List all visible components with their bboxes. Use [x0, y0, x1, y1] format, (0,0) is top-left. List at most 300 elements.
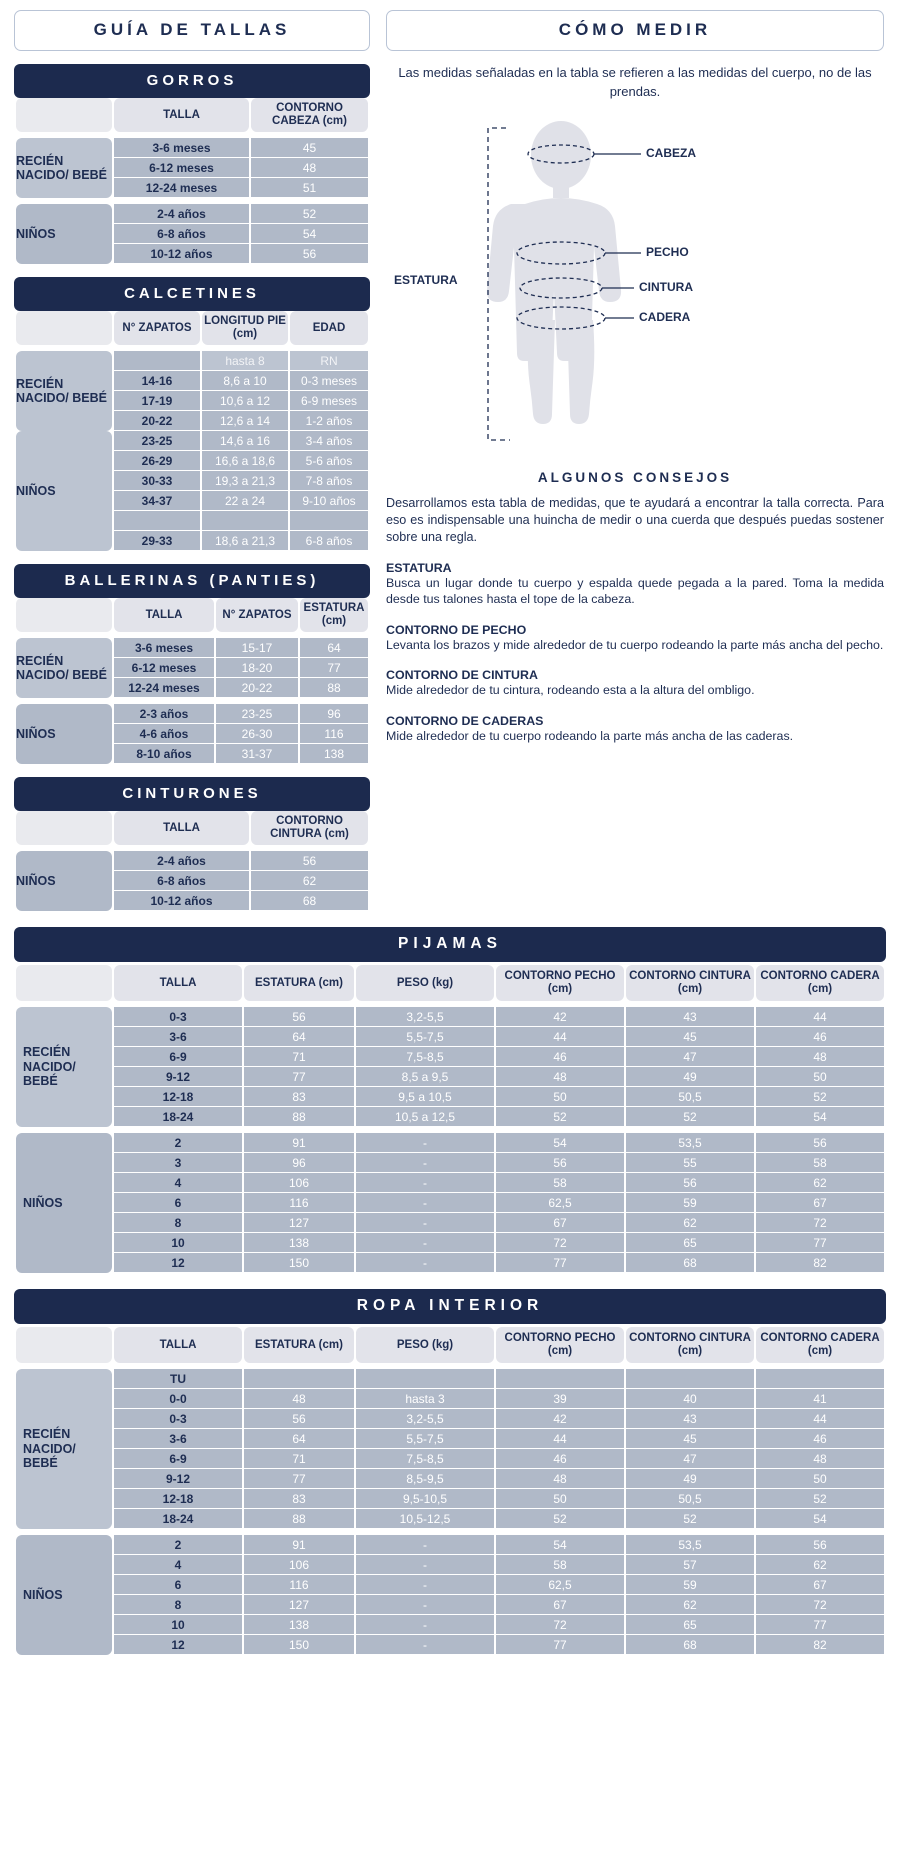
- tip-contorno-caderas: [386, 714, 884, 745]
- cell-talla: 6: [114, 1575, 242, 1595]
- tip-heading: CONTORNO DE PECHO: [386, 622, 527, 637]
- cell-pecho: 50: [496, 1489, 624, 1509]
- table-calcetines-title: CALCETINES: [14, 277, 370, 311]
- cell-talla: 0-0: [114, 1389, 242, 1409]
- header-cell-contorno-cabeza: CONTORNO CABEZA (cm): [251, 98, 368, 132]
- cell-pecho: [496, 1369, 624, 1389]
- cell-talla: 12-18: [114, 1489, 242, 1509]
- cell-peso: -: [356, 1253, 494, 1273]
- cell-estatura: 56: [244, 1007, 354, 1027]
- cell-edad: 6-8 años: [290, 531, 368, 551]
- table-header-row: [16, 965, 884, 1001]
- cell-zapatos: [114, 351, 200, 371]
- cell-talla: 3-6 meses: [114, 638, 214, 658]
- cell-talla: 8: [114, 1213, 242, 1233]
- cell-estatura: 96: [300, 704, 368, 724]
- header-cell-talla: TALLA: [114, 1327, 242, 1363]
- group-label-bebe: RECIÉN NACIDO/ BEBÉ: [16, 1007, 112, 1127]
- cell-peso: -: [356, 1193, 494, 1213]
- cell-estatura: 116: [300, 724, 368, 744]
- cell-cadera: 72: [756, 1595, 884, 1615]
- header-cell-estatura: ESTATURA (cm): [244, 1327, 354, 1363]
- cell-talla: 6-8 años: [114, 224, 249, 244]
- cell-peso: -: [356, 1133, 494, 1153]
- header-cell-contorno-cintura: CONTORNO CINTURA (cm): [626, 1327, 754, 1363]
- cell-cintura: 47: [626, 1449, 754, 1469]
- cell-peso: -: [356, 1213, 494, 1233]
- cell-pecho: 72: [496, 1233, 624, 1253]
- cell-cadera: 72: [756, 1213, 884, 1233]
- cell-peso: 10,5-12,5: [356, 1509, 494, 1529]
- table-row: [16, 1575, 884, 1595]
- cell-cadera: 62: [756, 1173, 884, 1193]
- cell-talla: 3-6 meses: [114, 138, 249, 158]
- cell-peso: 9,5-10,5: [356, 1489, 494, 1509]
- cell-cadera: 67: [756, 1193, 884, 1213]
- cell-pecho: 42: [496, 1007, 624, 1027]
- cell-cadera: 56: [756, 1535, 884, 1555]
- cell-cadera: [756, 1369, 884, 1389]
- group-label-ninos: NIÑOS: [16, 1535, 112, 1655]
- group-label-bebe: RECIÉN NACIDO/ BEBÉ: [16, 1369, 112, 1529]
- tip-heading: CONTORNO DE CINTURA: [386, 668, 538, 683]
- cell-talla: 3-6: [114, 1429, 242, 1449]
- cell-value: 62: [251, 871, 368, 891]
- table-row: [16, 1007, 884, 1027]
- cell-value: 68: [251, 891, 368, 911]
- cell-estatura: 88: [244, 1509, 354, 1529]
- cell-pecho: 54: [496, 1535, 624, 1555]
- cell-talla: 6: [114, 1193, 242, 1213]
- cell-estatura: 127: [244, 1595, 354, 1615]
- table-row: [16, 1107, 884, 1127]
- table-row: [16, 1389, 884, 1409]
- cell-cintura: 59: [626, 1193, 754, 1213]
- cell-cintura: 62: [626, 1213, 754, 1233]
- cell-cadera: 62: [756, 1555, 884, 1575]
- cell-talla: 10-12 años: [114, 244, 249, 264]
- table-row: [16, 351, 368, 371]
- cell-cintura: 55: [626, 1153, 754, 1173]
- cell-estatura: 64: [244, 1429, 354, 1449]
- table-pijamas-grid: [14, 965, 886, 1273]
- cell-talla: 10: [114, 1615, 242, 1635]
- tip-heading: CONTORNO DE CADERAS: [386, 713, 544, 728]
- header-cell-talla: TALLA: [114, 811, 249, 845]
- cell-peso: -: [356, 1173, 494, 1193]
- tip-contorno-cintura: [386, 668, 884, 699]
- cell-talla: 6-9: [114, 1449, 242, 1469]
- cell-cintura: 52: [626, 1107, 754, 1127]
- header-cell-talla: TALLA: [114, 965, 242, 1001]
- cell-cadera: 46: [756, 1429, 884, 1449]
- table-row: [16, 1535, 884, 1555]
- table-header-row: [16, 98, 368, 132]
- table-header-row: [16, 598, 368, 632]
- table-row: [16, 1615, 884, 1635]
- cell-longitud: hasta 8: [202, 351, 288, 371]
- cell-zapatos: 17-19: [114, 391, 200, 411]
- right-column: [386, 10, 884, 744]
- tip-contorno-pecho: [386, 623, 884, 654]
- cell-estatura: 116: [244, 1193, 354, 1213]
- cell-zapatos: 26-29: [114, 451, 200, 471]
- cell-cintura: 68: [626, 1253, 754, 1273]
- cell-pecho: 52: [496, 1107, 624, 1127]
- cell-pecho: 48: [496, 1067, 624, 1087]
- table-ballerinas-grid: [14, 598, 370, 764]
- table-pijamas-title: PIJAMAS: [14, 927, 886, 962]
- table-row: [16, 1489, 884, 1509]
- cell-cintura: 47: [626, 1047, 754, 1067]
- table-ropa-interior-grid: [14, 1327, 886, 1655]
- table-header-row: [16, 311, 368, 345]
- cell-cadera: 48: [756, 1047, 884, 1067]
- cell-talla: 12: [114, 1253, 242, 1273]
- cell-talla: 0-3: [114, 1007, 242, 1027]
- cell-edad: 9-10 años: [290, 491, 368, 511]
- cell-estatura: 71: [244, 1047, 354, 1067]
- cell-cintura: 62: [626, 1595, 754, 1615]
- cell-pecho: 54: [496, 1133, 624, 1153]
- table-row: [16, 1449, 884, 1469]
- advice-paragraph: Desarrollamos esta tabla de medidas, que te ayudará a encontrar la talla correcta. Para eso es indispensable una huincha de medir o una cuerda que después puedas sostener sobre una regla.: [386, 495, 884, 544]
- table-header-row: [16, 811, 368, 845]
- cell-value: 54: [251, 224, 368, 244]
- cell-cintura: 45: [626, 1429, 754, 1449]
- cell-estatura: [244, 1369, 354, 1389]
- cell-cadera: 56: [756, 1133, 884, 1153]
- cell-zapatos: 26-30: [216, 724, 298, 744]
- tip-body: Busca un lugar donde tu cuerpo y espalda quede pegada a la pared. Toma la medida desde tus talones hasta el tope de la cabeza.: [386, 575, 884, 607]
- header-cell-contorno-pecho: CONTORNO PECHO (cm): [496, 965, 624, 1001]
- cell-estatura: 138: [244, 1615, 354, 1635]
- cell-zapatos: [114, 511, 200, 531]
- cell-pecho: 58: [496, 1173, 624, 1193]
- table-row: [16, 138, 368, 158]
- table-row: [16, 1469, 884, 1489]
- cell-talla: 2-3 años: [114, 704, 214, 724]
- cell-longitud: 14,6 a 16: [202, 431, 288, 451]
- cell-edad: [290, 511, 368, 531]
- cell-estatura: 106: [244, 1555, 354, 1575]
- table-cinturones-title: CINTURONES: [14, 777, 370, 811]
- header-cell-contorno-cadera: CONTORNO CADERA (cm): [756, 965, 884, 1001]
- label-cintura: CINTURA: [639, 279, 693, 294]
- cell-talla: 8-10 años: [114, 744, 214, 764]
- cell-value: 48: [251, 158, 368, 178]
- header-cell-blank: [16, 1327, 112, 1363]
- group-label-bebe: RECIÉN NACIDO/ BEBÉ: [16, 638, 112, 698]
- label-estatura: ESTATURA: [394, 272, 458, 287]
- cell-cintura: 50,5: [626, 1087, 754, 1107]
- header-cell-talla: TALLA: [114, 98, 249, 132]
- cell-talla: 4: [114, 1555, 242, 1575]
- cell-longitud: 8,6 a 10: [202, 371, 288, 391]
- label-pecho: PECHO: [646, 244, 689, 259]
- cell-talla: 6-12 meses: [114, 158, 249, 178]
- cell-cintura: 50,5: [626, 1489, 754, 1509]
- cell-zapatos: 34-37: [114, 491, 200, 511]
- cell-estatura: 83: [244, 1087, 354, 1107]
- header-cell-longitud-pie: LONGITUD PIE (cm): [202, 311, 288, 345]
- group-label-ninos: NIÑOS: [16, 431, 112, 551]
- cell-cadera: 44: [756, 1007, 884, 1027]
- cell-pecho: 67: [496, 1595, 624, 1615]
- cell-longitud: [202, 511, 288, 531]
- cell-cadera: 52: [756, 1489, 884, 1509]
- table-row: [16, 704, 368, 724]
- cell-pecho: 67: [496, 1213, 624, 1233]
- cell-edad: 0-3 meses: [290, 371, 368, 391]
- cell-cintura: 49: [626, 1469, 754, 1489]
- table-row: [16, 1193, 884, 1213]
- cell-talla: 4-6 años: [114, 724, 214, 744]
- body-measurement-figure: [386, 108, 884, 460]
- table-row: [16, 1635, 884, 1655]
- cell-cintura: 56: [626, 1173, 754, 1193]
- cell-cintura: 53,5: [626, 1133, 754, 1153]
- header-cell-estatura: ESTATURA (cm): [244, 965, 354, 1001]
- cell-value: 56: [251, 244, 368, 264]
- cell-cadera: 82: [756, 1253, 884, 1273]
- cell-cadera: 41: [756, 1389, 884, 1409]
- cell-talla: 3-6: [114, 1027, 242, 1047]
- cell-pecho: 44: [496, 1429, 624, 1449]
- cell-cadera: 54: [756, 1509, 884, 1529]
- cell-zapatos: 18-20: [216, 658, 298, 678]
- header-cell-contorno-cintura: CONTORNO CINTURA (cm): [626, 965, 754, 1001]
- cell-talla: 6-9: [114, 1047, 242, 1067]
- table-ropa-interior: [14, 1289, 886, 1655]
- table-row: [16, 1047, 884, 1067]
- cell-talla: 18-24: [114, 1509, 242, 1529]
- cell-peso: -: [356, 1615, 494, 1635]
- header-cell-blank: [16, 598, 112, 632]
- group-label-ninos: NIÑOS: [16, 851, 112, 911]
- cell-zapatos: 20-22: [114, 411, 200, 431]
- cell-cintura: 68: [626, 1635, 754, 1655]
- table-row: [16, 1509, 884, 1529]
- cell-cadera: 67: [756, 1575, 884, 1595]
- cell-estatura: 83: [244, 1489, 354, 1509]
- cell-pecho: 39: [496, 1389, 624, 1409]
- table-row: [16, 1429, 884, 1449]
- table-row: [16, 1133, 884, 1153]
- cell-peso: -: [356, 1635, 494, 1655]
- header-cell-blank: [16, 811, 112, 845]
- header-cell-contorno-cintura: CONTORNO CINTURA (cm): [251, 811, 368, 845]
- cell-edad: 6-9 meses: [290, 391, 368, 411]
- cell-zapatos: 29-33: [114, 531, 200, 551]
- cell-edad: 1-2 años: [290, 411, 368, 431]
- cell-peso: -: [356, 1595, 494, 1615]
- cell-cintura: 40: [626, 1389, 754, 1409]
- cell-talla: TU: [114, 1369, 242, 1389]
- cell-pecho: 44: [496, 1027, 624, 1047]
- cell-pecho: 42: [496, 1409, 624, 1429]
- cell-pecho: 48: [496, 1469, 624, 1489]
- cell-pecho: 62,5: [496, 1193, 624, 1213]
- cell-cintura: 52: [626, 1509, 754, 1529]
- table-row: [16, 851, 368, 871]
- cell-value: 56: [251, 851, 368, 871]
- cell-estatura: 48: [244, 1389, 354, 1409]
- label-cabeza: CABEZA: [646, 145, 696, 160]
- cell-peso: -: [356, 1233, 494, 1253]
- table-row: [16, 1369, 884, 1389]
- cell-cadera: 82: [756, 1635, 884, 1655]
- cell-pecho: 62,5: [496, 1575, 624, 1595]
- cell-longitud: 12,6 a 14: [202, 411, 288, 431]
- header-cell-contorno-pecho: CONTORNO PECHO (cm): [496, 1327, 624, 1363]
- cell-cintura: 65: [626, 1233, 754, 1253]
- cell-pecho: 77: [496, 1635, 624, 1655]
- advice-title: ALGUNOS CONSEJOS: [537, 469, 733, 485]
- cell-peso: 8,5 a 9,5: [356, 1067, 494, 1087]
- group-label-ninos: NIÑOS: [16, 704, 112, 764]
- cell-talla: 9-12: [114, 1067, 242, 1087]
- cell-talla: 8: [114, 1595, 242, 1615]
- cell-edad: 7-8 años: [290, 471, 368, 491]
- cell-talla: 12-24 meses: [114, 178, 249, 198]
- cell-cadera: 54: [756, 1107, 884, 1127]
- table-gorros: [14, 64, 370, 264]
- cell-cintura: 45: [626, 1027, 754, 1047]
- cell-zapatos: 31-37: [216, 744, 298, 764]
- cell-pecho: 58: [496, 1555, 624, 1575]
- table-row: [16, 1555, 884, 1575]
- table-calcetines-grid: [14, 311, 370, 551]
- cell-cadera: 52: [756, 1087, 884, 1107]
- tip-body: Levanta los brazos y mide alrededor de tu cuerpo rodeando la parte más ancha del pecho.: [386, 637, 884, 652]
- cell-cintura: [626, 1369, 754, 1389]
- cell-cintura: 53,5: [626, 1535, 754, 1555]
- group-label-ninos: NIÑOS: [16, 1133, 112, 1273]
- cell-talla: 12-18: [114, 1087, 242, 1107]
- cell-zapatos: 23-25: [216, 704, 298, 724]
- table-header-row: [16, 1327, 884, 1363]
- cell-talla: 6-12 meses: [114, 658, 214, 678]
- cell-longitud: 16,6 a 18,6: [202, 451, 288, 471]
- table-cinturones: [14, 777, 370, 911]
- cell-cintura: 59: [626, 1575, 754, 1595]
- body-silhouette-icon: [487, 121, 621, 424]
- cell-talla: 10-12 años: [114, 891, 249, 911]
- header-cell-estatura: ESTATURA (cm): [300, 598, 368, 632]
- cell-value: 51: [251, 178, 368, 198]
- cell-estatura: 88: [300, 678, 368, 698]
- table-ballerinas: [14, 564, 370, 764]
- cell-estatura: 56: [244, 1409, 354, 1429]
- cell-peso: hasta 3: [356, 1389, 494, 1409]
- header-cell-peso: PESO (kg): [356, 1327, 494, 1363]
- cell-peso: 10,5 a 12,5: [356, 1107, 494, 1127]
- table-cinturones-grid: [14, 811, 370, 911]
- cell-estatura: 77: [300, 658, 368, 678]
- cell-talla: 3: [114, 1153, 242, 1173]
- intro-text: Las medidas señaladas en la tabla se refieren a las medidas del cuerpo, no de las prendas.: [398, 65, 872, 99]
- cell-cadera: 48: [756, 1449, 884, 1469]
- cell-pecho: 72: [496, 1615, 624, 1635]
- cell-pecho: 56: [496, 1153, 624, 1173]
- cell-zapatos: 30-33: [114, 471, 200, 491]
- cell-cadera: 50: [756, 1067, 884, 1087]
- header-cell-peso: PESO (kg): [356, 965, 494, 1001]
- cell-zapatos: 23-25: [114, 431, 200, 451]
- cell-peso: 9,5 a 10,5: [356, 1087, 494, 1107]
- cell-estatura: 64: [300, 638, 368, 658]
- cell-zapatos: 14-16: [114, 371, 200, 391]
- cell-edad: 3-4 años: [290, 431, 368, 451]
- table-row: [16, 204, 368, 224]
- cell-estatura: 91: [244, 1133, 354, 1153]
- cell-pecho: 46: [496, 1047, 624, 1067]
- header-cell-contorno-cadera: CONTORNO CADERA (cm): [756, 1327, 884, 1363]
- group-label-bebe: RECIÉN NACIDO/ BEBÉ: [16, 351, 112, 431]
- table-row: [16, 1173, 884, 1193]
- child-body-diagram: [386, 108, 884, 460]
- cell-peso: [356, 1369, 494, 1389]
- top-two-column-area: [14, 10, 886, 911]
- cell-estatura: 150: [244, 1253, 354, 1273]
- cell-estatura: 88: [244, 1107, 354, 1127]
- table-ballerinas-title: BALLERINAS (PANTIES): [14, 564, 370, 598]
- cell-estatura: 127: [244, 1213, 354, 1233]
- cell-cadera: 77: [756, 1233, 884, 1253]
- cell-cintura: 49: [626, 1067, 754, 1087]
- cell-talla: 6-8 años: [114, 871, 249, 891]
- cell-estatura: 138: [300, 744, 368, 764]
- header-cell-zapatos: N° ZAPATOS: [216, 598, 298, 632]
- cell-talla: 18-24: [114, 1107, 242, 1127]
- table-gorros-title: GORROS: [14, 64, 370, 98]
- table-calcetines: [14, 277, 370, 551]
- cell-estatura: 77: [244, 1469, 354, 1489]
- table-row: [16, 1595, 884, 1615]
- header-cell-blank: [16, 965, 112, 1001]
- cell-value: 52: [251, 204, 368, 224]
- table-row: [16, 431, 368, 451]
- cell-peso: 7,5-8,5: [356, 1047, 494, 1067]
- cell-cadera: 50: [756, 1469, 884, 1489]
- cell-talla: 4: [114, 1173, 242, 1193]
- table-row: [16, 1153, 884, 1173]
- label-cadera: CADERA: [639, 309, 691, 324]
- table-ropa-interior-title: ROPA INTERIOR: [14, 1289, 886, 1324]
- table-row: [16, 1253, 884, 1273]
- table-row: [16, 1409, 884, 1429]
- table-row: [16, 638, 368, 658]
- table-row: [16, 1213, 884, 1233]
- cell-peso: 7,5-8,5: [356, 1449, 494, 1469]
- cell-peso: 5,5-7,5: [356, 1429, 494, 1449]
- cell-longitud: 19,3 a 21,3: [202, 471, 288, 491]
- header-cell-blank: [16, 98, 112, 132]
- cell-pecho: 52: [496, 1509, 624, 1529]
- table-pijamas: [14, 927, 886, 1273]
- cell-pecho: 77: [496, 1253, 624, 1273]
- header-cell-zapatos: N° ZAPATOS: [114, 311, 200, 345]
- cell-estatura: 71: [244, 1449, 354, 1469]
- cell-peso: -: [356, 1575, 494, 1595]
- cell-talla: 0-3: [114, 1409, 242, 1429]
- cell-peso: 8,5-9,5: [356, 1469, 494, 1489]
- cell-cadera: 58: [756, 1153, 884, 1173]
- cell-cadera: 77: [756, 1615, 884, 1635]
- cell-zapatos: 15-17: [216, 638, 298, 658]
- cell-longitud: 22 a 24: [202, 491, 288, 511]
